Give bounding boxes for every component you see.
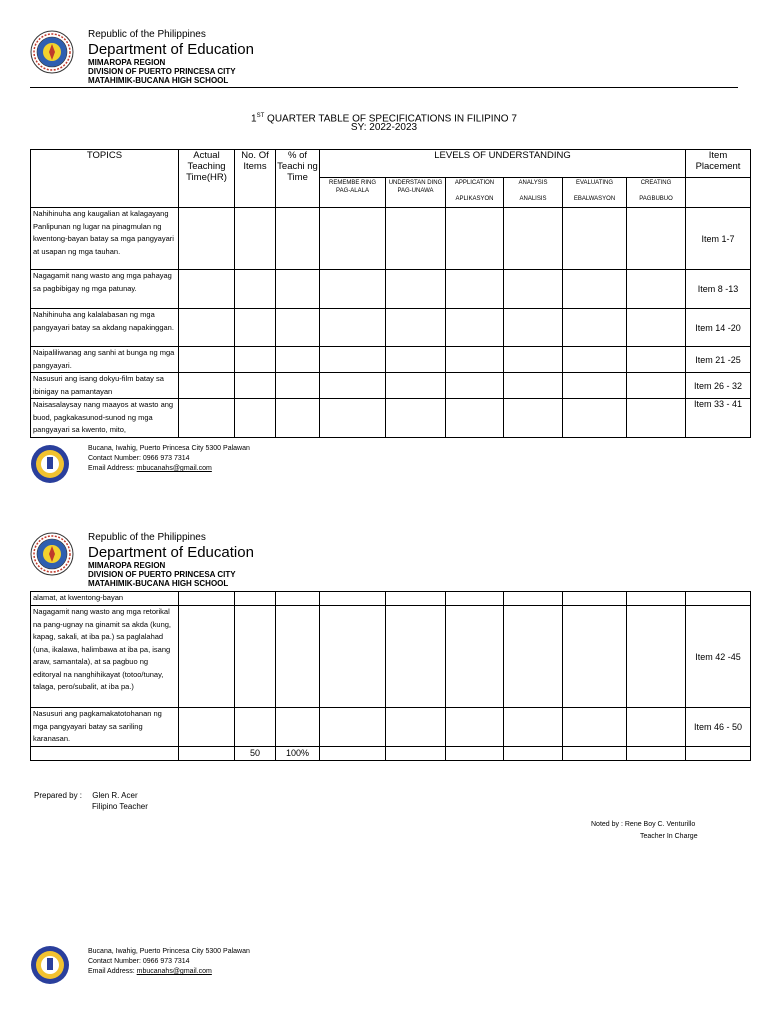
topic-cell: Nahihinuha ang kaugalian at kalagayang Panlipunan ng lugar na pinagmulan ng kwentong-bayan batay sa mga pangyayari at usapan ng mga tauhan.: [31, 208, 179, 270]
prepared-role: Filipino Teacher: [92, 802, 148, 811]
noted-name: Rene Boy C. Venturillo: [624, 821, 696, 828]
placement-cell: Item 8 -13: [686, 270, 751, 309]
table-row: [31, 309, 751, 347]
email-label: Email Address:: [88, 465, 137, 472]
prepared-label: Prepared by :: [34, 791, 83, 800]
school-seal-logo: [30, 945, 70, 985]
col-levels-header: LEVELS OF UNDERSTANDING: [320, 150, 686, 178]
prepared-by: [34, 790, 138, 801]
email-link[interactable]: mbucanahs@gmail.com: [136, 465, 212, 472]
level-creating: CREATING PAGBUBUO: [627, 178, 686, 208]
school-label: MATAHIMIK-BUCANA HIGH SCHOOL: [88, 579, 229, 588]
table-row: [31, 606, 751, 708]
deped-seal-logo: [30, 532, 74, 576]
total-items-cell: 50: [235, 746, 276, 760]
col-pct-header: % of Teachi ng Time: [276, 150, 320, 208]
total-row: [31, 746, 751, 760]
placement-subheader-blank: [686, 178, 751, 208]
col-actual-header: Actual Teaching Time(HR): [179, 150, 235, 208]
table-row: [31, 373, 751, 399]
footer-address: Bucana, Iwahig, Puerto Princesa City 5300 Palawan: [88, 445, 250, 452]
division-label: DIVISION OF PUERTO PRINCESA CITY: [88, 570, 236, 579]
level-understanding: UNDERSTAN DING PAG-UNAWA: [386, 178, 446, 208]
placement-cell: Item 21 -25: [686, 347, 751, 373]
topic-cell: Nasusuri ang pagkamakatotohanan ng mga pangyayari batay sa sariling karanasan.: [31, 708, 179, 747]
school-label: MATAHIMIK-BUCANA HIGH SCHOOL: [88, 76, 229, 85]
footer-email-line: [88, 967, 212, 976]
topic-cell: Nagagamit nang wasto ang mga retorikal na pang-ugnay na ginamit sa akda (kung, kapag, sakali, at iba pa.) sa paglalahad (una, ikalawa, halimbawa at iba pa, isang araw, samantala), at sa pagbuo ng editoryal na nanghihikayat (totoo/tunay, talaga, pero/subalit, at iba pa.): [31, 606, 179, 708]
document-title: 1ST QUARTER TABLE OF SPECIFICATIONS IN FILIPINO 7: [251, 113, 517, 125]
email-link[interactable]: mbucanahs@gmail.com: [136, 968, 212, 975]
region-label: MIMAROPA REGION: [88, 561, 166, 570]
col-placement-header: Item Placement: [686, 150, 751, 178]
footer-contact: Contact Number: 0966 973 7314: [88, 958, 190, 965]
header-divider: [30, 87, 738, 88]
region-label: MIMAROPA REGION: [88, 58, 166, 67]
noted-label: Noted by :: [591, 821, 623, 828]
table-row: [31, 347, 751, 373]
republic-label: Republic of the Philippines: [88, 29, 206, 40]
level-evaluating: EVALUATING EBALWASYON: [563, 178, 627, 208]
school-year: SY: 2022-2023: [350, 122, 418, 133]
col-topics-header: TOPICS: [31, 150, 179, 208]
placement-cell: Item 33 - 41: [686, 399, 751, 438]
level-analysis: ANALYSIS ANALISIS: [504, 178, 563, 208]
deped-seal-logo: [30, 30, 74, 74]
school-seal-logo: [30, 444, 70, 484]
topic-cell: Naisasalaysay nang maayos at wasto ang buod, pagkakasunod-sunod ng mga pangyayari sa kwento, mito,: [31, 399, 179, 438]
level-remembering: REMEMBE RING PAG-ALALA: [320, 178, 386, 208]
division-label: DIVISION OF PUERTO PRINCESA CITY: [88, 67, 236, 76]
topic-cell: Nagagamit nang wasto ang mga pahayag sa pagbibigay ng mga patunay.: [31, 270, 179, 309]
placement-cell: Item 42 -45: [686, 606, 751, 708]
noted-role: Teacher In Charge: [640, 833, 698, 840]
table-row: [31, 270, 751, 309]
specifications-table-continued: [30, 591, 751, 761]
topic-cell: Nahihinuha ang kalalabasan ng mga pangyayari batay sa akdang napakinggan.: [31, 309, 179, 347]
placement-cell: [686, 592, 751, 606]
placement-cell: Item 14 -20: [686, 309, 751, 347]
specifications-table: [30, 149, 751, 438]
prepared-name: Glen R. Acer: [92, 791, 138, 800]
placement-cell: Item 26 - 32: [686, 373, 751, 399]
placement-cell: Item 1-7: [686, 208, 751, 270]
table-row: [31, 399, 751, 438]
department-title: Department of Education: [88, 544, 254, 561]
topic-cell: Nasusuri ang isang dokyu-film batay sa ibinigay na pamantayan: [31, 373, 179, 399]
department-title: Department of Education: [88, 41, 254, 58]
republic-label: Republic of the Philippines: [88, 532, 206, 543]
footer-address: Bucana, Iwahig, Puerto Princesa City 5300 Palawan: [88, 948, 250, 955]
topic-cell: alamat, at kwentong-bayan: [31, 592, 179, 606]
table-row: [31, 708, 751, 747]
table-row: [31, 592, 751, 606]
col-items-header: No. Of Items: [235, 150, 276, 208]
table-row: [31, 208, 751, 270]
level-application: APPLICATION APLIKASYON: [446, 178, 504, 208]
footer-email-line: [88, 464, 212, 473]
footer-contact: Contact Number: 0966 973 7314: [88, 455, 190, 462]
total-pct-cell: 100%: [276, 746, 320, 760]
noted-by: [591, 820, 695, 829]
topic-cell: Naipaliliwanag ang sanhi at bunga ng mga pangyayari.: [31, 347, 179, 373]
placement-cell: Item 46 - 50: [686, 708, 751, 747]
email-label: Email Address:: [88, 968, 137, 975]
